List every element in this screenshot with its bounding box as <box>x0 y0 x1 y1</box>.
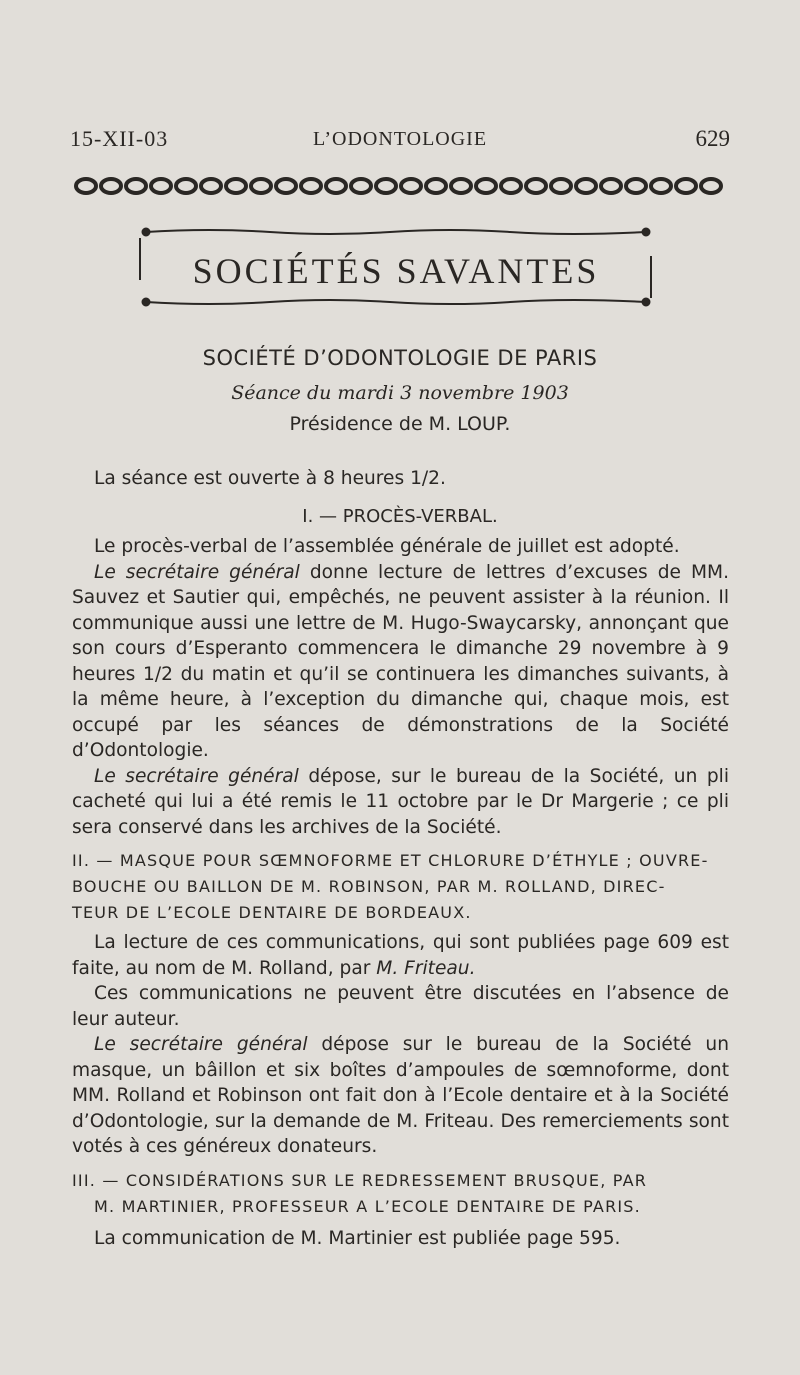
paragraph-text: donne lecture de lettres d’excuses de MM. Sauvez et Sautier qui, empêchés, ne peuvent assister à la réunion. Il communique aussi une lettre de M. Hugo-Swaycarsky, annonçant que son cours d’Esperanto commencera le dimanche 29 novembre à 9 heures 1/2 du matin et qu’il se continuera les dimanches suivants, à la même heure, à l’exception du dimanche qui, chaque mois, est occupé par les séances de démonstrations de la Société d’Odontologie. <box>72 561 729 761</box>
paragraph: Ces communications ne peuvent être discutées en l’absence de leur auteur. <box>72 983 729 1030</box>
paragraph <box>72 560 729 764</box>
section-3-title <box>72 1168 729 1220</box>
opening-text: La séance est ouverte à 8 heures 1/2. <box>94 468 446 489</box>
title-line: M. MARTINIER, PROFESSEUR A L’ECOLE DENTAIRE DE PARIS. <box>94 1197 641 1216</box>
paragraph: La communication de M. Martinier est publiée page 595. <box>94 1228 621 1249</box>
title-line: III. — CONSIDÉRATIONS SUR LE REDRESSEMENT BRUSQUE, PAR <box>72 1171 648 1190</box>
paragraph-text: dépose sur le bureau de la Société un masque, un bâillon et six boîtes d’ampoules de sœmnoforme, dont MM. Rolland et Robinson ont fait don à l’Ecole dentaire et à la Société d’Odontologie, sur la demande de M. Friteau. Des remerciements sont votés à ces généreux donateurs. <box>72 1034 729 1157</box>
section-2-body <box>72 930 729 1160</box>
issue-date: 15-XII-03 <box>70 126 169 151</box>
section-1-body <box>72 534 729 840</box>
section-1-title: I. — PROCÈS-VERBAL. <box>302 506 498 527</box>
opening-paragraph <box>72 466 729 492</box>
banner-title: SOCIÉTÉS SAVANTES <box>192 251 600 291</box>
paragraph-text: dépose, sur le bureau de la Société, un pli cacheté qui lui a été remis le 11 octobre par le Dr Margerie ; ce pli sera conservé dans les archives de la Société. <box>72 765 729 838</box>
speaker: Le secrétaire général <box>94 765 299 787</box>
meeting-heading <box>70 346 730 435</box>
session-date: Séance du mardi 3 novembre 1903 <box>231 382 569 404</box>
paragraph <box>72 930 729 981</box>
speaker: M. Friteau. <box>376 957 476 979</box>
journal-name: L’ODONTOLOGIE <box>312 128 488 150</box>
section-2-title <box>72 848 729 926</box>
title-line: BOUCHE OU BAILLON DE M. ROBINSON, PAR M. ROLLAND, DIREC- <box>72 877 666 896</box>
title-line: II. — MASQUE POUR SŒMNOFORME ET CHLORURE D’ÉTHYLE ; OUVRE- <box>72 851 709 870</box>
speaker: Le secrétaire général <box>94 1034 308 1055</box>
chain-ornament <box>74 174 724 198</box>
paragraph <box>72 764 729 841</box>
society-title: SOCIÉTÉ D’ODONTOLOGIE DE PARIS <box>202 346 598 370</box>
paragraph <box>72 1032 729 1160</box>
section-3-body <box>72 1226 729 1252</box>
speaker: Le secrétaire général <box>94 561 300 583</box>
paragraph-text: La lecture de ces communications, qui sont publiées page 609 est faite, au nom de M. Rolland, par <box>72 932 729 979</box>
running-head <box>70 126 730 156</box>
page-number: 629 <box>695 126 730 151</box>
section-banner <box>130 220 662 316</box>
presidence: Présidence de M. LOUP. <box>289 413 511 435</box>
paragraph: Le procès-verbal de l’assemblée générale de juillet est adopté. <box>94 536 680 557</box>
title-line: TEUR DE L’ECOLE DENTAIRE DE BORDEAUX. <box>72 903 472 922</box>
